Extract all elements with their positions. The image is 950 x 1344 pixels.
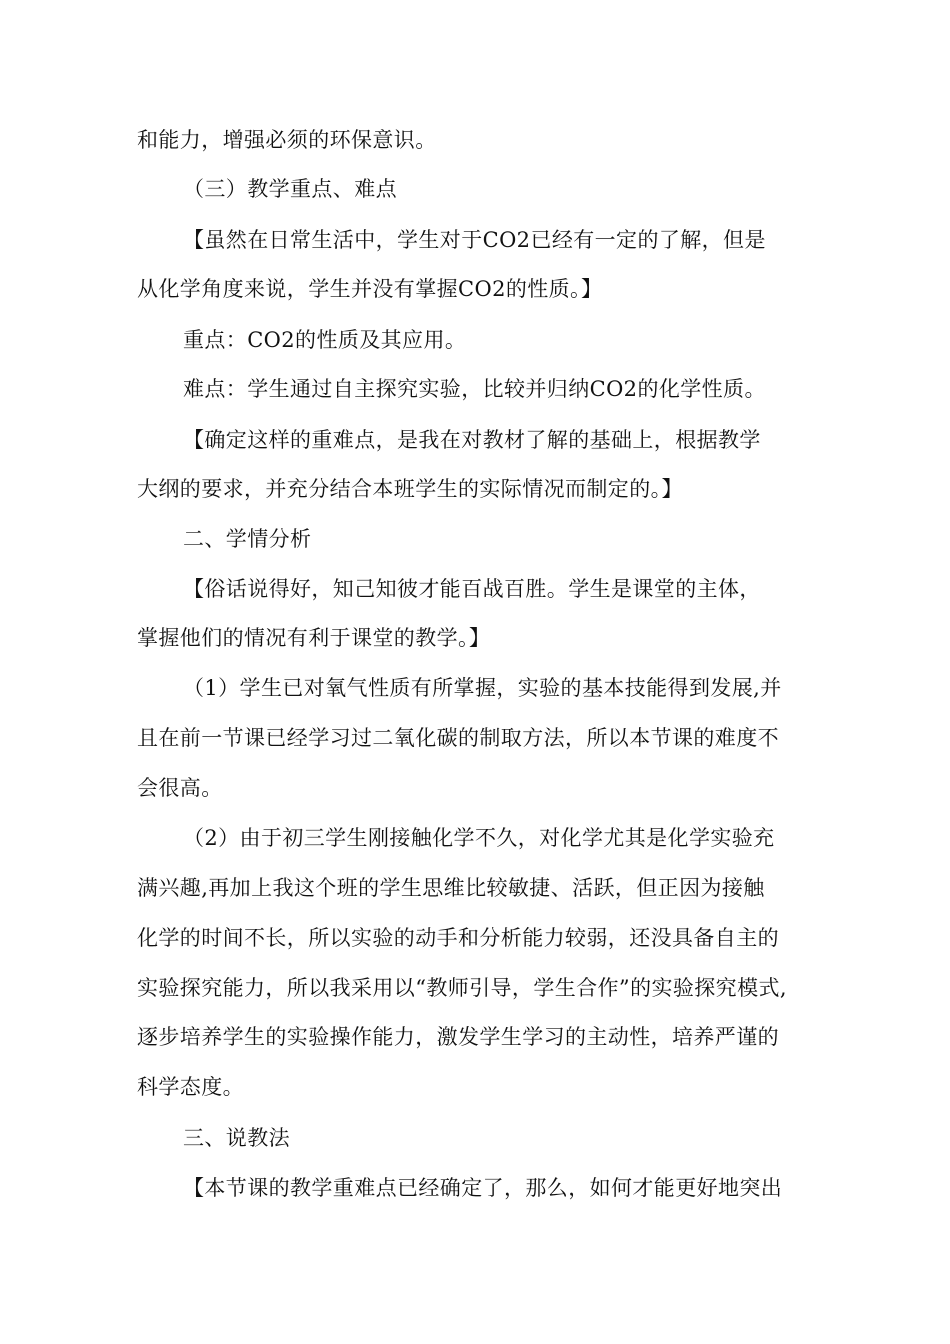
- text-line: 【确定这样的重难点，是我在对教材了解的基础上，根据教学: [183, 428, 761, 452]
- text-line: 掌握他们的情况有利于课堂的教学。】: [137, 626, 491, 650]
- text-line: 【俗话说得好，知己知彼才能百战百胜。学生是课堂的主体，: [183, 577, 761, 601]
- text-line: 满兴趣,再加上我这个班的学生思维比较敏捷、活跃，但正因为接触: [137, 876, 765, 900]
- text-line: 化学的时间不长，所以实验的动手和分析能力较弱，还没具备自主的: [137, 926, 779, 950]
- text-line: 【虽然在日常生活中，学生对于CO2已经有一定的了解，但是: [183, 228, 766, 252]
- text-line: 【本节课的教学重难点已经确定了，那么，如何才能更好地突出: [183, 1176, 783, 1200]
- text-line: 难点：学生通过自主探究实验，比较并归纳CO2的化学性质。: [183, 377, 766, 401]
- text-line: 且在前一节课已经学习过二氧化碳的制取方法，所以本节课的难度不: [137, 726, 779, 750]
- text-line: 实验探究能力，所以我采用以“教师引导，学生合作”的实验探究模式,: [137, 976, 787, 1000]
- text-line: 会很高。: [137, 776, 223, 800]
- section-heading: 二、学情分析: [183, 527, 312, 551]
- text-line: 重点：CO2的性质及其应用。: [183, 328, 467, 352]
- text-line: 和能力，增强必须的环保意识。: [137, 128, 437, 152]
- text-line: （1）学生已对氧气性质有所掌握，实验的基本技能得到发展,并: [183, 676, 782, 700]
- text-line: 从化学角度来说，学生并没有掌握CO2的性质。】: [137, 277, 603, 301]
- section-heading: （三）教学重点、难点: [183, 177, 397, 201]
- text-line: （2）由于初三学生刚接触化学不久，对化学尤其是化学实验充: [183, 826, 775, 850]
- text-line: 大纲的要求，并充分结合本班学生的实际情况而制定的。】: [137, 477, 683, 501]
- text-line: 逐步培养学生的实验操作能力，激发学生学习的主动性，培养严谨的: [137, 1025, 779, 1049]
- text-line: 科学态度。: [137, 1075, 244, 1099]
- section-heading: 三、说教法: [183, 1126, 290, 1150]
